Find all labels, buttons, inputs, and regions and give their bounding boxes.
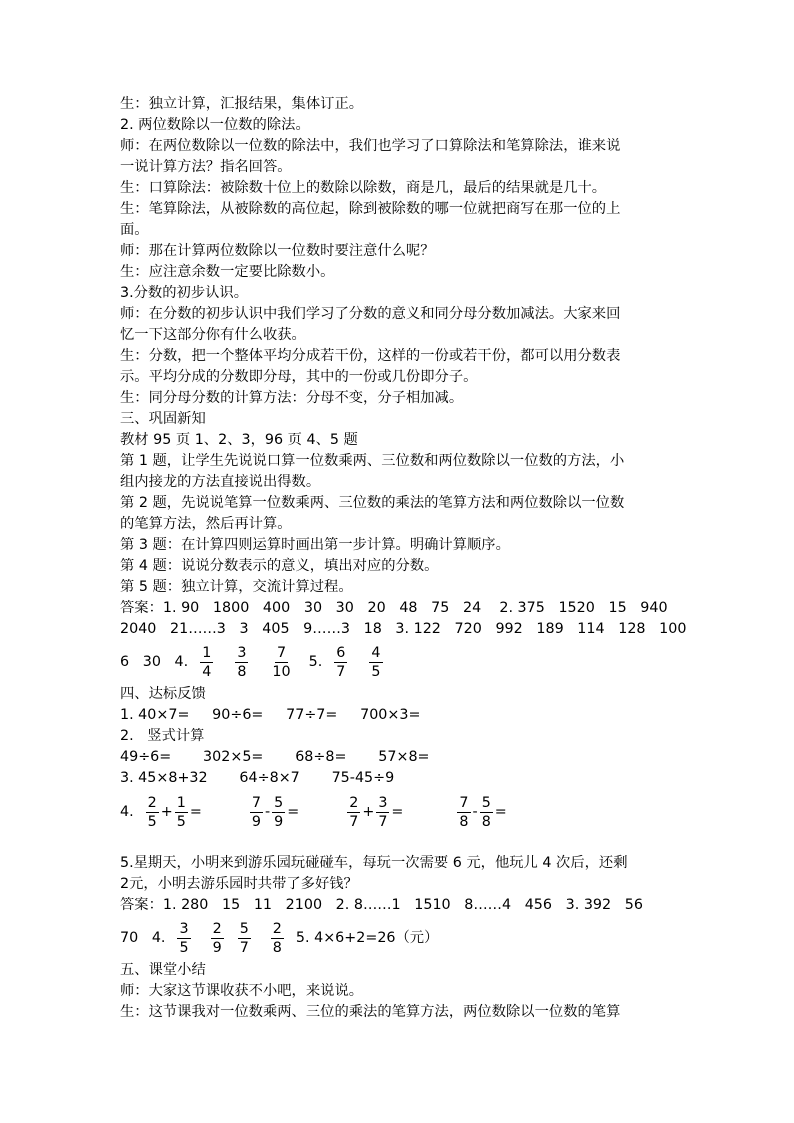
text-line: 师：在分数的初步认识中我们学习了分数的意义和同分母分数加减法。大家来回 [120,306,621,322]
text-line: 生：口算除法：被除数十位上的数除以除数，商是几，最后的结果就是几十。 [120,180,607,196]
fraction: $\frac{4}{5}$ [371,644,381,680]
fraction: $\frac{3}{5}$ [179,920,189,956]
text-line: 第 4 题：说说分数表示的意义，填出对应的分数。 [120,558,439,574]
answer-fraction-line-2 [120,916,680,960]
text-line: 生：笔算除法，从被除数的高位起，除到被除数的哪一位就把商写在那一位的上 [120,201,621,217]
text-line: 忆一下这部分你有什么收获。 [120,327,306,343]
answer-line-prefix: 6 30 4. [120,653,189,670]
text-line: 答案：1. 280 15 11 2100 2. 8……1 1510 8……4 456 3. 392 56 [120,897,643,913]
text-line: 四、达标反馈 [120,686,206,702]
text-block-word-problem [120,853,680,916]
text-line: 三、巩固新知 [120,411,206,427]
question-4-label: 4. [120,803,134,820]
text-line: 教材 95 页 1、2、3，96 页 4、5 题 [120,432,358,448]
text-line: 5.星期天，小明来到游乐园玩碰碰车，每玩一次需要 6 元，他玩儿 4 次后，还剩 [120,855,628,871]
text-line: 2元，小明去游乐园时共带了多好钱？ [120,876,358,892]
text-line: 组内接龙的方法直接说出得数。 [120,474,321,490]
text-line: 3. 45×8+32 64÷8×7 75-45÷9 [120,770,395,786]
text-line: 2. 竖式计算 [120,728,205,744]
text-block-summary [120,960,680,1023]
text-line: 师：大家这节课收获不小吧，来说说。 [120,983,364,999]
text-line: 生：应注意余数一定要比除数小。 [120,264,335,280]
text-block-feedback [120,684,680,789]
text-line: 师：那在计算两位数除以一位数时要注意什么呢？ [120,243,435,259]
text-line: 生：独立计算，汇报结果，集体订正。 [120,96,364,112]
fraction: $\frac{3}{8}$ [237,644,247,680]
text-line: 2040 21……3 3 405 9……3 18 3. 122 720 992 189 114 128 100 [120,621,687,637]
text-line: 面。 [120,222,149,238]
text-line: 的笔算方法，然后再计算。 [120,516,292,532]
answer-label-5: 5. [308,653,323,670]
fraction-expression: $\frac{7}{8}$ - $\frac{5}{8}$ = [459,794,507,830]
fraction-expression: $\frac{2}{7}$ + $\frac{3}{7}$ = [349,794,404,830]
text-line: 第 2 题，先说说笔算一位数乘两、三位数的乘法的笔算方法和两位数除以一位数 [120,495,625,511]
text-line: 答案：1. 90 1800 400 30 30 20 48 75 24 2. 375 1520 15 940 [120,600,668,616]
text-line: 1. 40×7= 90÷6= 77÷7= 700×3= [120,707,421,723]
text-line: 第 5 题：独立计算，交流计算过程。 [120,579,353,595]
text-line: 3.分数的初步认识。 [120,285,249,301]
fraction: $\frac{2}{9}$ [212,920,222,956]
text-line: 2. 两位数除以一位数的除法。 [120,117,310,133]
text-line: 示。平均分成的分数即分母，其中的一份或几份即分子。 [120,369,478,385]
fraction: $\frac{7}{10}$ [272,644,291,680]
text-line: 第 3 题：在计算四则运算时画出第一步计算。明确计算顺序。 [120,537,510,553]
document-page [120,94,687,1023]
text-block-review [120,94,687,640]
text-line: 生：这节课我对一位数乘两、三位的乘法的笔算方法，两位数除以一位数的笔算 [120,1004,621,1020]
text-line: 一说计算方法？指名回答。 [120,159,292,175]
fraction: $\frac{6}{7}$ [336,644,346,680]
answer-fraction-line-1 [120,640,680,684]
text-line: 生：同分母分数的计算方法：分母不变，分子相加减。 [120,390,464,406]
fraction: $\frac{2}{8}$ [272,920,282,956]
fraction-expression: $\frac{2}{5}$ + $\frac{1}{5}$ = [147,794,202,830]
fraction-expression: $\frac{7}{9}$ - $\frac{5}{9}$ = [251,794,300,830]
text-line: 第 1 题，让学生先说说口算一位数乘两、三位数和两位数除以一位数的方法，小 [120,453,625,469]
answer-line-suffix: 5. 4×6+2=26（元） [295,929,439,946]
text-line: 49÷6= 302×5= 68÷8= 57×8= [120,749,430,765]
text-line: 生：分数，把一个整体平均分成若干份，这样的一份或若干份，都可以用分数表 [120,348,621,364]
fraction: $\frac{5}{7}$ [239,920,249,956]
text-line: 五、课堂小结 [120,962,206,978]
text-line: 师：在两位数除以一位数的除法中，我们也学习了口算除法和笔算除法，谁来说 [120,138,621,154]
fraction: $\frac{1}{4}$ [202,644,212,680]
question-4-fractions [120,789,680,835]
answer-line-prefix: 70 4. [120,929,166,946]
